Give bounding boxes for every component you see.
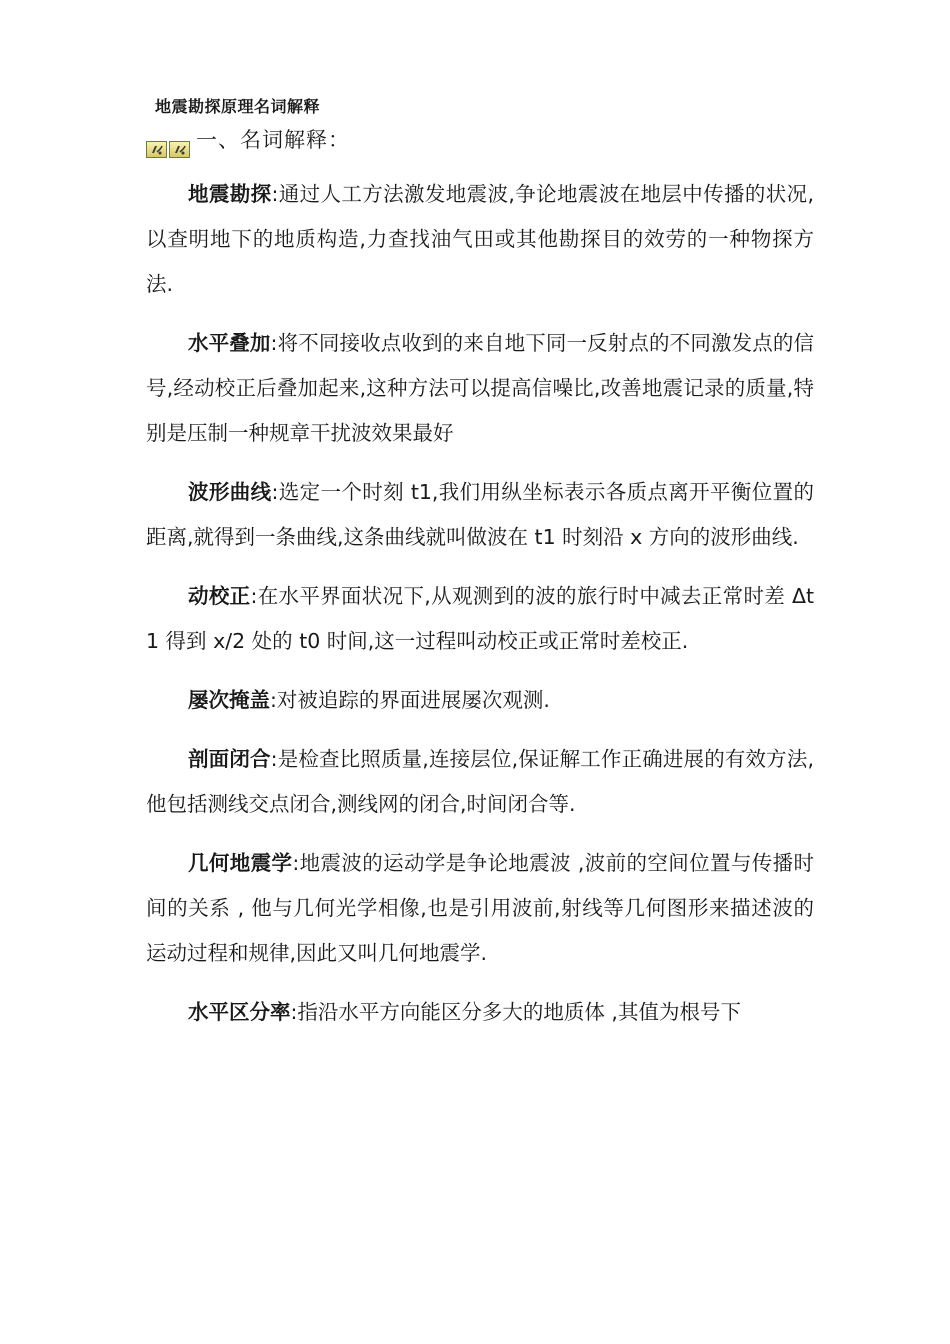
section-heading: 一、名词解释： xyxy=(196,128,350,152)
term-name: 屡次掩盖 xyxy=(188,688,270,712)
definition-item xyxy=(146,172,814,307)
definition-item xyxy=(146,990,814,1035)
term-definition: :通过人工方法激发地震波,争论地震波在地层中传播的状况,以查明地下的地质构造,力查找油气田或其他勘探目的效劳的一种物探方法. xyxy=(146,182,814,296)
term-definition: :指沿水平方向能区分多大的地质体 ,其值为根号下 xyxy=(290,1000,741,1024)
definition-item xyxy=(146,841,814,976)
term-name: 几何地震学 xyxy=(188,851,293,875)
edit-link-icon[interactable] xyxy=(146,141,167,158)
definitions-list xyxy=(146,172,814,1049)
term-definition: :对被追踪的界面进展屡次观测. xyxy=(270,688,550,712)
definition-item xyxy=(146,470,814,560)
definition-item xyxy=(146,678,814,723)
term-name: 动校正 xyxy=(188,584,251,608)
term-name: 水平叠加 xyxy=(188,331,271,355)
edit-link-icon[interactable] xyxy=(169,141,190,158)
term-definition: :在水平界面状况下,从观测到的波的旅行时中减去正常时差 Δt1 得到 x/2 处的 t0 时间,这一过程叫动校正或正常时差校正. xyxy=(146,584,815,653)
term-name: 水平区分率 xyxy=(188,1000,291,1024)
term-definition: :地震波的运动学是争论地震波 ,波前的空间位置与传播时间的关系 , 他与几何光学相像,也是引用波前,射线等几何图形来描述波的运动过程和规律,因此又叫几何地震学. xyxy=(146,851,814,965)
document-title: 地震勘探原理名词解释 xyxy=(155,97,321,116)
term-definition: :将不同接收点收到的来自地下同一反射点的不同激发点的信号,经动校正后叠加起来,这种方法可以提高信噪比,改善地震记录的质量,特别是压制一种规章干扰波效果最好 xyxy=(146,331,814,445)
term-name: 剖面闭合 xyxy=(188,747,271,771)
term-name: 波形曲线 xyxy=(188,480,272,504)
icon-row xyxy=(146,141,190,158)
definition-item xyxy=(146,737,814,827)
definition-item xyxy=(146,321,814,456)
term-definition: :选定一个时刻 t1,我们用纵坐标表示各质点离开平衡位置的距离,就得到一条曲线,这条曲线就叫做波在 t1 时刻沿 x 方向的波形曲线. xyxy=(146,480,814,549)
term-name: 地震勘探 xyxy=(188,182,272,206)
term-definition: :是检查比照质量,连接层位,保证解工作正确进展的有效方法,他包括测线交点闭合,测线网的闭合,时间闭合等. xyxy=(146,747,814,816)
definition-item xyxy=(146,574,814,664)
